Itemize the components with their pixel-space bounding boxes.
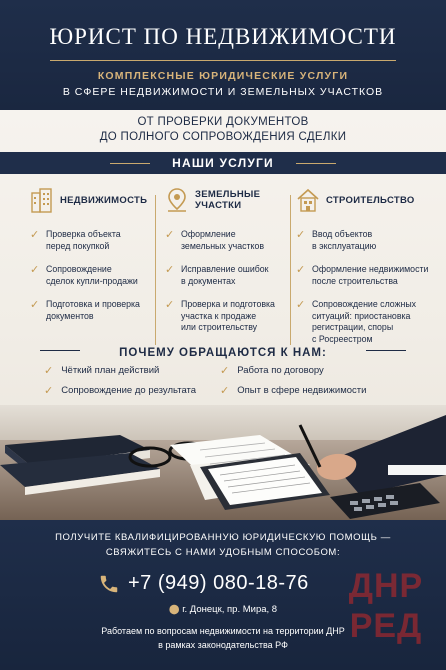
check-icon: ✓ — [296, 229, 306, 241]
column-header — [165, 185, 290, 215]
call-to-action — [0, 530, 446, 560]
intro-text — [0, 115, 446, 145]
reason-text: Сопровождение до результата — [61, 385, 197, 396]
column-header — [296, 185, 436, 215]
check-icon: ✓ — [44, 365, 54, 377]
check-icon: ✓ — [165, 299, 175, 311]
reason-item — [220, 364, 324, 377]
item-line: участка к продаже — [181, 310, 257, 321]
check-icon: ✓ — [296, 264, 306, 276]
cta-line2: СВЯЖИТЕСЬ С НАМИ УДОБНЫМ СПОСОБОМ: — [105, 547, 341, 558]
item-line: после строительства — [312, 275, 398, 286]
item-line: Оформление — [181, 229, 236, 239]
list-item-text — [181, 299, 275, 334]
check-icon: ✓ — [165, 229, 175, 241]
intro-line1: ОТ ПРОВЕРКИ ДОКУМЕНТОВ — [137, 116, 309, 128]
item-line: перед покупкой — [46, 240, 110, 251]
list-item — [296, 264, 436, 287]
list-item-text — [312, 229, 376, 252]
item-line: ситуаций: приостановка — [312, 310, 411, 321]
list-item-text — [181, 229, 264, 252]
services-column-land — [165, 185, 290, 334]
location-pin-icon: ⬤ — [168, 604, 180, 615]
services-column-construction — [296, 185, 436, 345]
list-item — [165, 229, 290, 252]
list-item — [165, 264, 290, 287]
column-title-line1: ЗЕМЕЛЬНЫЕ — [195, 189, 261, 200]
check-icon: ✓ — [296, 299, 306, 311]
watermark-logo — [336, 566, 436, 656]
column-title — [326, 195, 415, 206]
title-divider — [50, 60, 396, 61]
check-icon: ✓ — [30, 299, 40, 311]
item-line: в эксплуатацию — [312, 240, 377, 251]
column-title-line1: СТРОИТЕЛЬСТВО — [326, 194, 415, 206]
column-header — [30, 185, 155, 215]
services-column-realty — [30, 185, 155, 322]
item-line: или строительству — [181, 322, 258, 332]
item-line: земельных участков — [181, 240, 265, 251]
desk-photo — [0, 405, 446, 530]
why-line-left — [40, 350, 80, 351]
address-text: г. Донецк, пр. Мира, 8 — [182, 604, 278, 615]
phone-icon — [98, 573, 120, 595]
subtitle-line2: В СФЕРЕ НЕДВИЖИМОСТИ И ЗЕМЕЛЬНЫХ УЧАСТКОВ — [62, 86, 384, 98]
list-item — [30, 299, 155, 322]
band-line-right — [296, 163, 336, 164]
why-heading: ПОЧЕМУ ОБРАЩАЮТСЯ К НАМ: — [119, 347, 327, 359]
why-section — [0, 343, 446, 361]
list-item-text — [46, 299, 140, 322]
item-line: Подготовка и проверка — [46, 299, 140, 309]
list-item — [296, 229, 436, 252]
check-icon: ✓ — [220, 385, 230, 397]
phone-number[interactable]: +7 (949) 080-18-76 — [128, 572, 309, 594]
list-item — [30, 229, 155, 252]
work-line1: Работаем по вопросам недвижимости на территории ДНР — [101, 626, 345, 636]
list-item-text — [46, 264, 138, 287]
intro-line2: ДО ПОЛНОГО СОПРОВОЖДЕНИЯ СДЕЛКИ — [99, 131, 347, 143]
column-title — [195, 189, 260, 211]
item-line: Оформление недвижимости — [312, 264, 429, 274]
house-icon — [296, 187, 320, 213]
header-banner — [0, 0, 446, 110]
building-icon — [30, 187, 54, 213]
item-line: документов — [46, 310, 94, 321]
list-item-text — [46, 229, 121, 252]
list-item — [165, 299, 290, 334]
reason-text: Опыт в сфере недвижимости — [237, 385, 367, 396]
page-title: ЮРИСТ ПО НЕДВИЖИМОСТИ — [49, 24, 397, 49]
item-line: регистрации, споры — [312, 322, 394, 332]
watermark-line1: ДНР — [348, 567, 424, 605]
services-heading-band — [0, 152, 446, 174]
column-divider — [290, 195, 291, 345]
check-icon: ✓ — [30, 229, 40, 241]
item-line: Проверка объекта — [46, 229, 121, 239]
column-title — [60, 195, 147, 206]
list-item — [296, 299, 436, 345]
map-pin-icon — [165, 187, 189, 213]
watermark-line2: РЕД — [349, 607, 423, 645]
reason-item — [44, 364, 159, 377]
list-item-text — [181, 264, 269, 287]
cta-line1: ПОЛУЧИТЕ КВАЛИФИЦИРОВАННУЮ ЮРИДИЧЕСКУЮ ПОМОЩЬ — — [55, 532, 391, 543]
services-heading: НАШИ УСЛУГИ — [172, 156, 274, 170]
column-divider — [155, 195, 156, 345]
check-icon: ✓ — [30, 264, 40, 276]
phone-row[interactable] — [98, 572, 309, 595]
band-line-left — [110, 163, 150, 164]
work-line2: в рамках законодательства РФ — [158, 640, 288, 650]
item-line: сделок купли-продажи — [46, 275, 138, 286]
item-line: Сопровождение — [46, 264, 112, 274]
reason-item — [220, 384, 366, 397]
item-line: Исправление ошибок — [181, 264, 269, 274]
check-icon: ✓ — [220, 365, 230, 377]
why-line-right — [366, 350, 406, 351]
list-item-text — [312, 299, 416, 345]
subtitle-line1: КОМПЛЕКСНЫЕ ЮРИДИЧЕСКИЕ УСЛУГИ — [97, 70, 349, 82]
list-item-text — [312, 264, 428, 287]
reason-item — [44, 384, 196, 397]
item-line: в документах — [181, 275, 236, 286]
item-line: Сопровождение сложных — [312, 299, 417, 309]
column-title-line1: НЕДВИЖИМОСТЬ — [60, 194, 148, 206]
reason-text: Работа по договору — [237, 365, 324, 376]
reason-text: Чёткий план действий — [61, 365, 160, 376]
check-icon: ✓ — [165, 264, 175, 276]
item-line: с Росреестром — [312, 333, 373, 344]
check-icon: ✓ — [44, 385, 54, 397]
column-title-line2: УЧАСТКИ — [195, 200, 242, 211]
item-line: Проверка и подготовка — [181, 299, 275, 309]
item-line: Ввод объектов — [312, 229, 373, 239]
list-item — [30, 264, 155, 287]
